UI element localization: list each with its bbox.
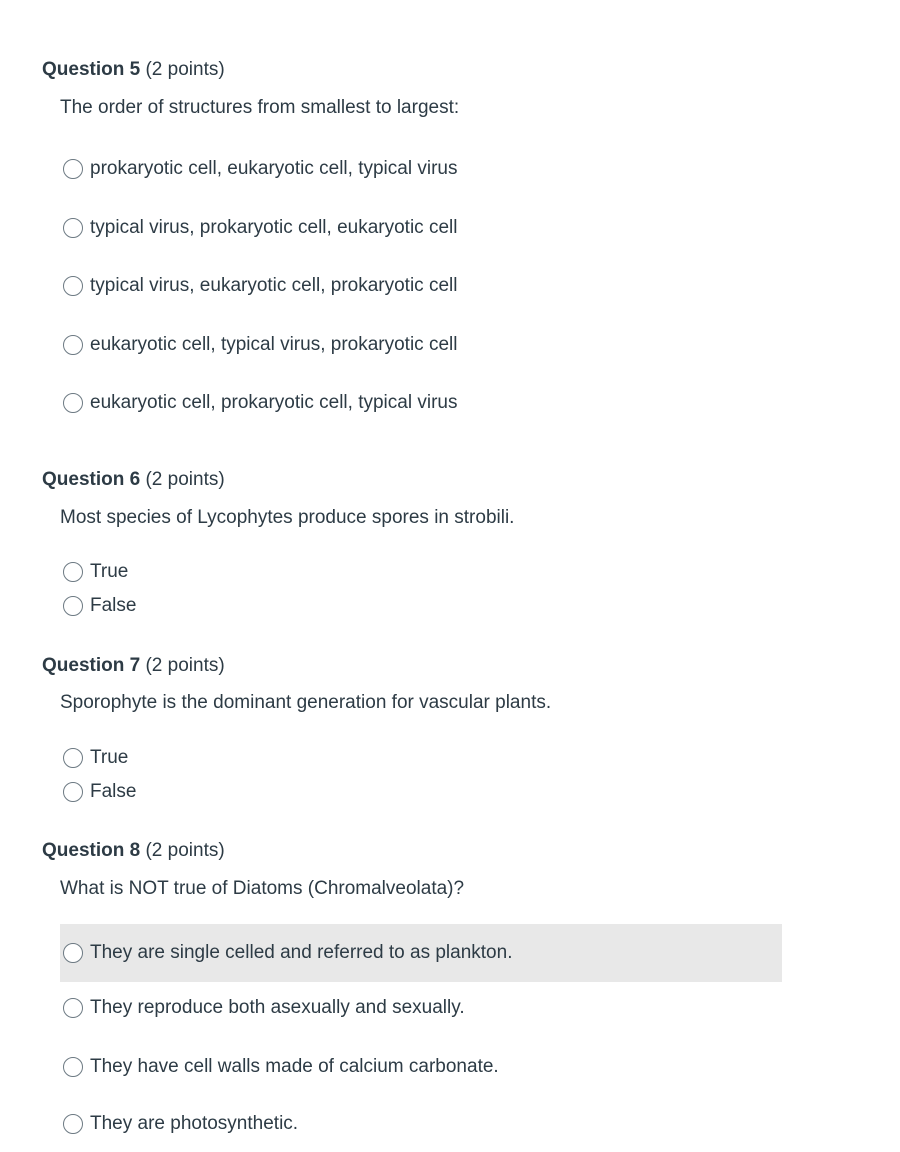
radio-button[interactable] — [63, 943, 83, 963]
answer-option-label: False — [90, 595, 137, 616]
answer-option-hovered[interactable] — [60, 924, 782, 982]
radio-button[interactable] — [63, 393, 83, 413]
answer-option-label: typical virus, prokaryotic cell, eukaryotic cell — [90, 217, 458, 238]
question-points: (2 points) — [145, 59, 225, 80]
radio-button[interactable] — [63, 596, 83, 616]
answer-option-label: eukaryotic cell, typical virus, prokaryotic cell — [90, 334, 458, 355]
answer-option-label: prokaryotic cell, eukaryotic cell, typical virus — [90, 158, 458, 179]
question-prompt: Sporophyte is the dominant generation for vascular plants. — [60, 692, 552, 713]
question-points: (2 points) — [145, 469, 225, 490]
answer-option-label: False — [90, 781, 137, 802]
answer-option-label: They reproduce both asexually and sexually. — [90, 997, 465, 1018]
radio-button[interactable] — [63, 218, 83, 238]
answer-option[interactable] — [60, 979, 782, 1037]
answer-option-label: They are photosynthetic. — [90, 1113, 299, 1134]
question-prompt: Most species of Lycophytes produce spores in strobili. — [60, 507, 515, 528]
question-points: (2 points) — [145, 840, 225, 861]
radio-button[interactable] — [63, 562, 83, 582]
answer-option-label: True — [90, 747, 129, 768]
answer-option-label: typical virus, eukaryotic cell, prokaryotic cell — [90, 275, 458, 296]
question-prompt: What is NOT true of Diatoms (Chromalveolata)? — [60, 878, 465, 899]
radio-button[interactable] — [63, 335, 83, 355]
radio-button[interactable] — [63, 748, 83, 768]
question-number: Question 8 — [42, 840, 141, 861]
radio-button[interactable] — [63, 276, 83, 296]
question-prompt: The order of structures from smallest to largest: — [60, 97, 460, 118]
answer-option-label: True — [90, 561, 129, 582]
question-header — [42, 468, 225, 492]
answer-option-true[interactable] — [60, 557, 782, 587]
question-number: Question 6 — [42, 469, 141, 490]
answer-option[interactable] — [60, 1038, 782, 1096]
radio-button[interactable] — [63, 782, 83, 802]
answer-option[interactable] — [60, 1096, 782, 1152]
answer-option-label: They are single celled and referred to as plankton. — [90, 942, 513, 963]
question-header — [42, 654, 225, 678]
question-header — [42, 839, 225, 863]
answer-option-false[interactable] — [60, 591, 782, 621]
answer-option[interactable] — [60, 140, 782, 198]
answer-option-label: eukaryotic cell, prokaryotic cell, typical virus — [90, 392, 458, 413]
question-number: Question 5 — [42, 59, 141, 80]
answer-option[interactable] — [60, 374, 782, 432]
radio-button[interactable] — [63, 159, 83, 179]
answer-option[interactable] — [60, 257, 782, 315]
radio-button[interactable] — [63, 998, 83, 1018]
answer-option-false[interactable] — [60, 777, 782, 807]
answer-option[interactable] — [60, 316, 782, 374]
radio-button[interactable] — [63, 1114, 83, 1134]
radio-button[interactable] — [63, 1057, 83, 1077]
answer-option-true[interactable] — [60, 743, 782, 773]
question-number: Question 7 — [42, 655, 141, 676]
question-header — [42, 58, 225, 82]
answer-option[interactable] — [60, 199, 782, 257]
question-points: (2 points) — [145, 655, 225, 676]
answer-option-label: They have cell walls made of calcium carbonate. — [90, 1056, 499, 1077]
